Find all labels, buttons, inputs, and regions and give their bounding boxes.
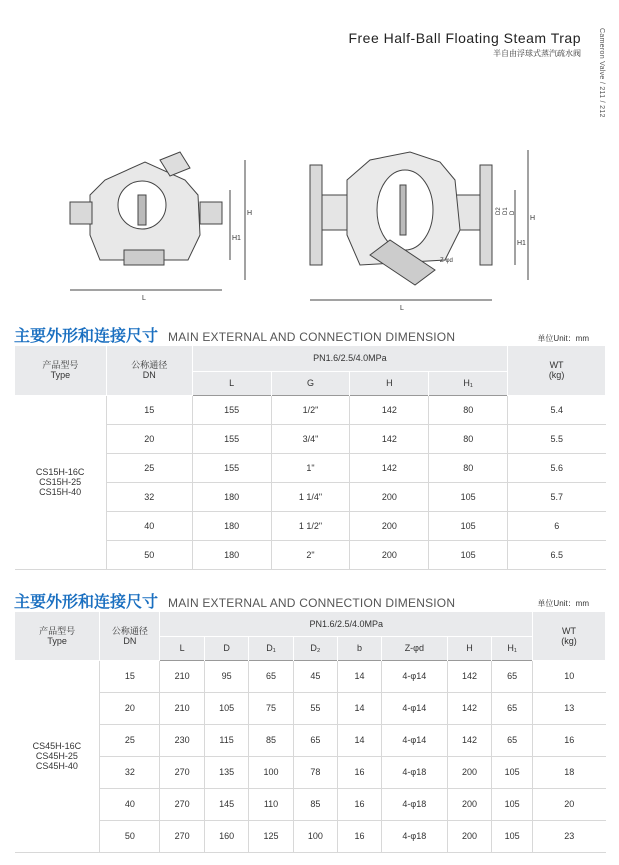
- table-cell: 80: [429, 453, 508, 482]
- table-row: [15, 395, 606, 424]
- table-cell: 155: [192, 453, 271, 482]
- col-d1: D₁: [249, 636, 293, 660]
- table-cell: 105: [204, 692, 248, 724]
- table-cell: 105: [492, 788, 533, 820]
- table-cell: 4-φ18: [381, 788, 447, 820]
- table-cell: 142: [350, 424, 429, 453]
- table-cell: 1": [271, 453, 350, 482]
- table-cell: 25: [106, 453, 192, 482]
- pressure-header: PN1.6/2.5/4.0MPa: [160, 612, 533, 636]
- dimension-table-cs45h: [14, 612, 606, 853]
- table-cell: 80: [429, 395, 508, 424]
- section2-title-cn: 主要外形和连接尺寸: [14, 592, 159, 611]
- table-cell: 210: [160, 692, 204, 724]
- table-cell: 75: [249, 692, 293, 724]
- table-cell: 142: [447, 660, 491, 692]
- table-cell: 15: [100, 660, 160, 692]
- table-row: [15, 820, 606, 852]
- table-cell: 270: [160, 820, 204, 852]
- col-l: L: [160, 636, 204, 660]
- table-cell: 65: [492, 724, 533, 756]
- left-dim-l: L: [142, 295, 146, 302]
- table-cell: 1 1/4": [271, 482, 350, 511]
- table-cell: 155: [192, 424, 271, 453]
- table-cell: 5.5: [508, 424, 606, 453]
- section1-unit: 单位Unit：mm: [537, 334, 589, 343]
- table-cell: 200: [350, 482, 429, 511]
- table-cell: 14: [338, 660, 382, 692]
- col-l: L: [192, 371, 271, 395]
- table-cell: 25: [100, 724, 160, 756]
- table-cell: 155: [192, 395, 271, 424]
- table-cell: 180: [192, 482, 271, 511]
- table-cell: 45: [293, 660, 337, 692]
- table-cell: 145: [204, 788, 248, 820]
- table-cell: 32: [106, 482, 192, 511]
- table-cell: 200: [447, 820, 491, 852]
- section1-title-en: MAIN EXTERNAL AND CONNECTION DIMENSION: [168, 330, 456, 344]
- table-cell: 2": [271, 540, 350, 569]
- table-cell: 20: [533, 788, 606, 820]
- table-cell: 1/2": [271, 395, 350, 424]
- table-cell: 200: [350, 511, 429, 540]
- table-cell: 18: [533, 756, 606, 788]
- table-cell: 13: [533, 692, 606, 724]
- type-model: CS15H-16C: [35, 467, 85, 477]
- table-cell: 20: [106, 424, 192, 453]
- table-row: [15, 756, 606, 788]
- type-header: 产品型号 Type: [15, 346, 107, 395]
- section2-heading: [14, 589, 455, 609]
- type-model: CS15H-25: [39, 477, 82, 487]
- table-cell: 65: [492, 660, 533, 692]
- type-model: CS45H-16C: [32, 741, 82, 751]
- table-cell: 270: [160, 756, 204, 788]
- table-cell: 50: [106, 540, 192, 569]
- table-cell: 78: [293, 756, 337, 788]
- table-cell: 160: [204, 820, 248, 852]
- table-row: [15, 724, 606, 756]
- pressure-header: PN1.6/2.5/4.0MPa: [192, 346, 507, 371]
- table-row: [15, 692, 606, 724]
- table-cell: 40: [100, 788, 160, 820]
- table-cell: 15: [106, 395, 192, 424]
- header-title: Free Half-Ball Floating Steam Trap: [348, 30, 581, 46]
- table-cell: 5.4: [508, 395, 606, 424]
- col-d2: D₂: [293, 636, 337, 660]
- col-h1: H₁: [429, 371, 508, 395]
- table-cell: 4-φ18: [381, 820, 447, 852]
- section2-title-en: MAIN EXTERNAL AND CONNECTION DIMENSION: [168, 596, 456, 610]
- left-dim-h: H: [247, 210, 253, 217]
- table-cell: 115: [204, 724, 248, 756]
- technical-drawings: [60, 140, 570, 315]
- col-h: H: [350, 371, 429, 395]
- table-cell: 125: [249, 820, 293, 852]
- table-cell: 142: [350, 453, 429, 482]
- table-cell: 142: [447, 724, 491, 756]
- col-z-phi-d: Z-φd: [381, 636, 447, 660]
- dn-header: 公称通径 DN: [100, 612, 160, 660]
- type-cell: [15, 395, 107, 569]
- table-cell: 4-φ14: [381, 660, 447, 692]
- table-cell: 6: [508, 511, 606, 540]
- section1-heading: [14, 323, 455, 343]
- table-cell: 3/4": [271, 424, 350, 453]
- table-cell: 5.7: [508, 482, 606, 511]
- section1-title-cn: 主要外形和连接尺寸: [14, 326, 159, 345]
- wt-header: WT (kg): [533, 612, 606, 660]
- table-cell: 270: [160, 788, 204, 820]
- col-h1: H₁: [492, 636, 533, 660]
- table-cell: 14: [338, 692, 382, 724]
- right-dim-z: Z-φd: [440, 258, 453, 264]
- table-cell: 180: [192, 540, 271, 569]
- right-dim-d1: D1: [503, 207, 509, 215]
- type-model: CS45H-40: [35, 761, 78, 771]
- table-cell: 1 1/2": [271, 511, 350, 540]
- table-cell: 200: [447, 788, 491, 820]
- table-cell: 200: [350, 540, 429, 569]
- table-cell: 142: [447, 692, 491, 724]
- table-cell: 65: [249, 660, 293, 692]
- right-dim-d2: D2: [496, 207, 502, 215]
- table-cell: 142: [350, 395, 429, 424]
- table-cell: 105: [429, 540, 508, 569]
- table-cell: 110: [249, 788, 293, 820]
- right-dim-d: D: [510, 210, 516, 215]
- table-cell: 4-φ14: [381, 692, 447, 724]
- table-row: [15, 660, 606, 692]
- col-d: D: [204, 636, 248, 660]
- table-cell: 105: [429, 482, 508, 511]
- header-subtitle: 半自由浮球式蒸汽疏水阀: [493, 49, 581, 58]
- left-trap-drawing: [70, 152, 245, 290]
- table-cell: 6.5: [508, 540, 606, 569]
- type-cell: [15, 660, 100, 852]
- table-cell: 200: [447, 756, 491, 788]
- table-cell: 135: [204, 756, 248, 788]
- table-cell: 16: [338, 788, 382, 820]
- dimension-table-cs15h: [14, 346, 606, 570]
- table-cell: 80: [429, 424, 508, 453]
- table-cell: 55: [293, 692, 337, 724]
- table-cell: 16: [338, 820, 382, 852]
- table-cell: 65: [293, 724, 337, 756]
- table-cell: 23: [533, 820, 606, 852]
- table-cell: 85: [249, 724, 293, 756]
- table-cell: 5.6: [508, 453, 606, 482]
- table-cell: 14: [338, 724, 382, 756]
- table-cell: 100: [249, 756, 293, 788]
- col-b: b: [338, 636, 382, 660]
- col-h: H: [447, 636, 491, 660]
- type-model: CS45H-25: [35, 751, 78, 761]
- table-cell: 40: [106, 511, 192, 540]
- type-header: 产品型号 Type: [15, 612, 100, 660]
- left-dim-h1: H1: [232, 235, 241, 242]
- side-page-text: Cameron Valve / 211 / 212: [598, 28, 605, 118]
- right-dim-h1: H1: [517, 240, 526, 247]
- right-dim-h: H: [530, 215, 536, 222]
- table-cell: 230: [160, 724, 204, 756]
- table-cell: 210: [160, 660, 204, 692]
- table-cell: 50: [100, 820, 160, 852]
- dn-header: 公称通径 DN: [106, 346, 192, 395]
- table-cell: 16: [338, 756, 382, 788]
- table-cell: 105: [492, 756, 533, 788]
- table-cell: 16: [533, 724, 606, 756]
- table-cell: 4-φ14: [381, 724, 447, 756]
- wt-header: WT (kg): [508, 346, 606, 395]
- table-cell: 85: [293, 788, 337, 820]
- table-cell: 65: [492, 692, 533, 724]
- table-cell: 180: [192, 511, 271, 540]
- right-trap-drawing: [310, 150, 528, 300]
- section2-unit: 单位Unit：mm: [537, 599, 589, 608]
- table-row: [15, 788, 606, 820]
- table-cell: 32: [100, 756, 160, 788]
- table-cell: 20: [100, 692, 160, 724]
- right-dim-l: L: [400, 305, 404, 312]
- col-g: G: [271, 371, 350, 395]
- table-cell: 95: [204, 660, 248, 692]
- table-cell: 105: [492, 820, 533, 852]
- table-cell: 10: [533, 660, 606, 692]
- table-cell: 4-φ18: [381, 756, 447, 788]
- type-model: CS15H-40: [39, 487, 82, 497]
- table-cell: 100: [293, 820, 337, 852]
- table-cell: 105: [429, 511, 508, 540]
